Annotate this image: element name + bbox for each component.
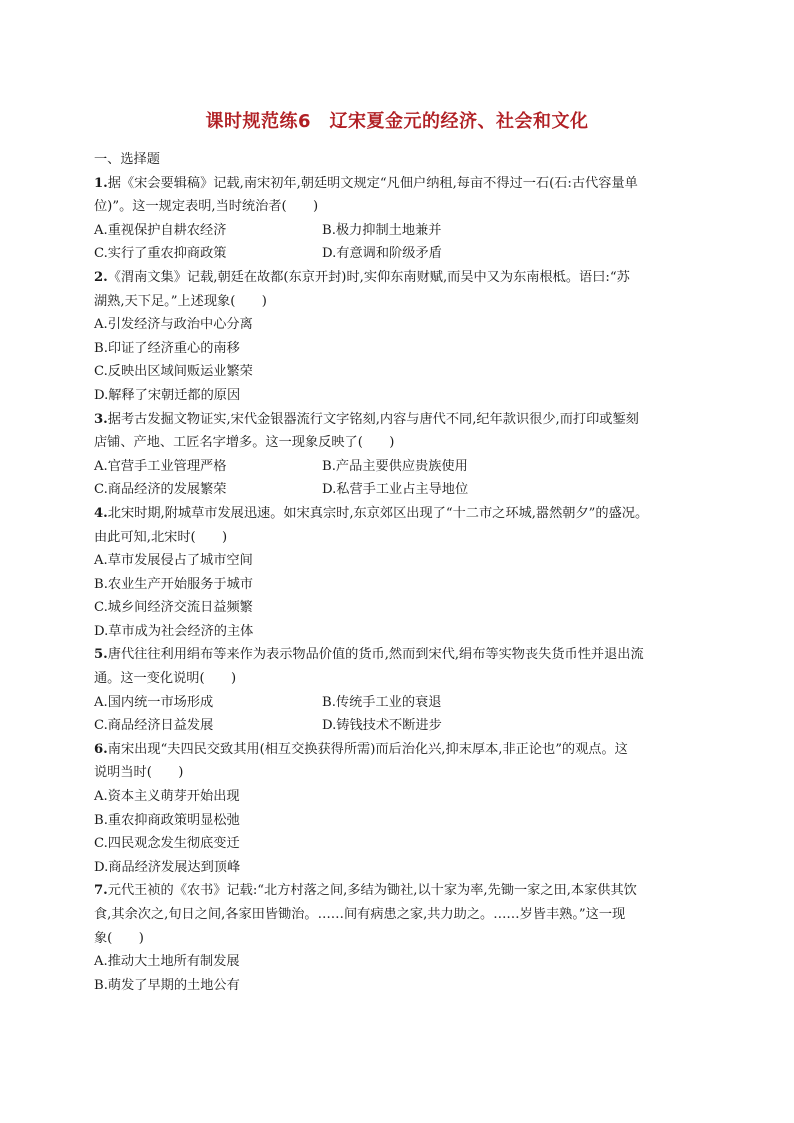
question-2 (94, 266, 706, 408)
question-text: 唐代往往利用绢布等来作为表示物品价值的货币,然而到宋代,绢布等实物丧失货币性并退出流 (107, 647, 644, 663)
question-text: 元代王祯的《农书》记载:“北方村落之间,多结为锄社,以十家为率,先锄一家之田,本家供其饮 (107, 883, 637, 899)
question-6-line-1 (94, 738, 706, 762)
question-7 (94, 879, 706, 997)
option-c: C.实行了重农抑商政策 (94, 246, 227, 262)
option-d: D.解释了宋朝迁都的原因 (94, 387, 241, 403)
option-a: A.官营手工业管理严格 (94, 458, 227, 474)
option-d: D.草市成为社会经济的主体 (94, 623, 254, 639)
option-c: C.商品经济的发展繁荣 (94, 482, 227, 498)
question-1-line-1 (94, 172, 706, 196)
options-row (94, 219, 706, 243)
options-row (94, 714, 706, 738)
question-number: 7. (94, 883, 108, 899)
question-2-line-1 (94, 266, 706, 290)
option-b: B.农业生产开始服务于城市 (94, 576, 253, 592)
option-a: A.引发经济与政治中心分离 (94, 317, 253, 333)
option-b: B.传统手工业的衰退 (322, 694, 442, 710)
question-7-line-1 (94, 879, 706, 903)
option-a: A.重视保护自耕农经济 (94, 222, 227, 238)
option-b: B.萌发了早期的土地公有 (94, 977, 240, 993)
option-c: C.四民观念发生彻底变迁 (94, 836, 240, 852)
options-row (94, 455, 706, 479)
option-c: C.反映出区域间贩运业繁荣 (94, 364, 253, 380)
page-title: 课时规范练6 辽宋夏金元的经济、社会和文化 (205, 111, 589, 132)
option-d: D.铸钱技术不断进步 (322, 718, 442, 734)
question-text: 据考古发掘文物证实,宋代金银器流行文字铭刻,内容与唐代不同,纪年款识很少,而打印或錾刻 (107, 411, 639, 427)
question-text: 据《宋会要辑稿》记载,南宋初年,朝廷明文规定“凡佃户纳租,每亩不得过一石(石:古代容量单 (107, 175, 638, 191)
question-4 (94, 502, 706, 644)
question-3 (94, 408, 706, 502)
question-1-line-2: 位)”。这一规定表明,当时统治者( ) (94, 199, 319, 215)
question-3-line-2: 店铺、产地、工匠名字增多。这一现象反映了( ) (94, 435, 395, 451)
question-2-line-2: 湖熟,天下足。”上述现象( ) (94, 293, 267, 309)
question-5 (94, 643, 706, 737)
option-b: B.印证了经济重心的南移 (94, 340, 240, 356)
section-heading: 一、选择题 (94, 152, 160, 167)
question-4-line-2: 由此可知,北宋时( ) (94, 529, 228, 545)
question-1 (94, 172, 706, 266)
question-5-line-1 (94, 643, 706, 667)
option-b: B.重农抑商政策明显松弛 (94, 812, 240, 828)
question-text: 北宋时期,附城草市发展迅速。如宋真宗时,东京郊区出现了“十二市之环城,嚣然朝夕”的盛况。 (107, 505, 649, 521)
question-4-line-1 (94, 502, 706, 526)
question-number: 5. (94, 647, 108, 663)
question-number: 6. (94, 741, 108, 757)
question-7-line-2: 食,其余次之,旬日之间,各家田皆锄治。……间有病患之家,共力助之。……岁皆丰熟。”这一现 (94, 907, 626, 922)
question-number: 4. (94, 505, 108, 521)
question-5-line-2: 通。这一变化说明( ) (94, 671, 237, 687)
question-number: 2. (94, 269, 108, 285)
options-row (94, 478, 706, 502)
question-text: 《渭南文集》记载,朝廷在故都(东京开封)时,实仰东南财赋,而吴中又为东南根柢。语曰:“苏 (107, 269, 630, 285)
question-3-line-1 (94, 408, 706, 432)
question-6 (94, 738, 706, 880)
option-a: A.资本主义萌芽开始出现 (94, 789, 240, 805)
options-row (94, 691, 706, 715)
question-7-line-3: 象( ) (94, 930, 144, 946)
option-d: D.有意调和阶级矛盾 (322, 246, 442, 262)
option-a: A.国内统一市场形成 (94, 694, 214, 710)
question-number: 3. (94, 411, 108, 427)
option-a: A.草市发展侵占了城市空间 (94, 553, 253, 569)
option-c: C.城乡间经济交流日益频繁 (94, 600, 253, 616)
question-number: 1. (94, 175, 108, 191)
options-row (94, 242, 706, 266)
option-b: B.产品主要供应贵族使用 (322, 458, 468, 474)
document-body (94, 148, 706, 997)
question-6-line-2: 说明当时( ) (94, 765, 184, 781)
option-b: B.极力抑制土地兼并 (322, 222, 442, 238)
option-c: C.商品经济日益发展 (94, 718, 214, 734)
question-text: 南宋出现“夫四民交致其用(相互交换获得所需)而后治化兴,抑末厚本,非正论也”的观点。这 (107, 741, 628, 757)
option-a: A.推动大土地所有制发展 (94, 954, 240, 970)
option-d: D.商品经济发展达到顶峰 (94, 859, 241, 875)
option-d: D.私营手工业占主导地位 (322, 482, 469, 498)
